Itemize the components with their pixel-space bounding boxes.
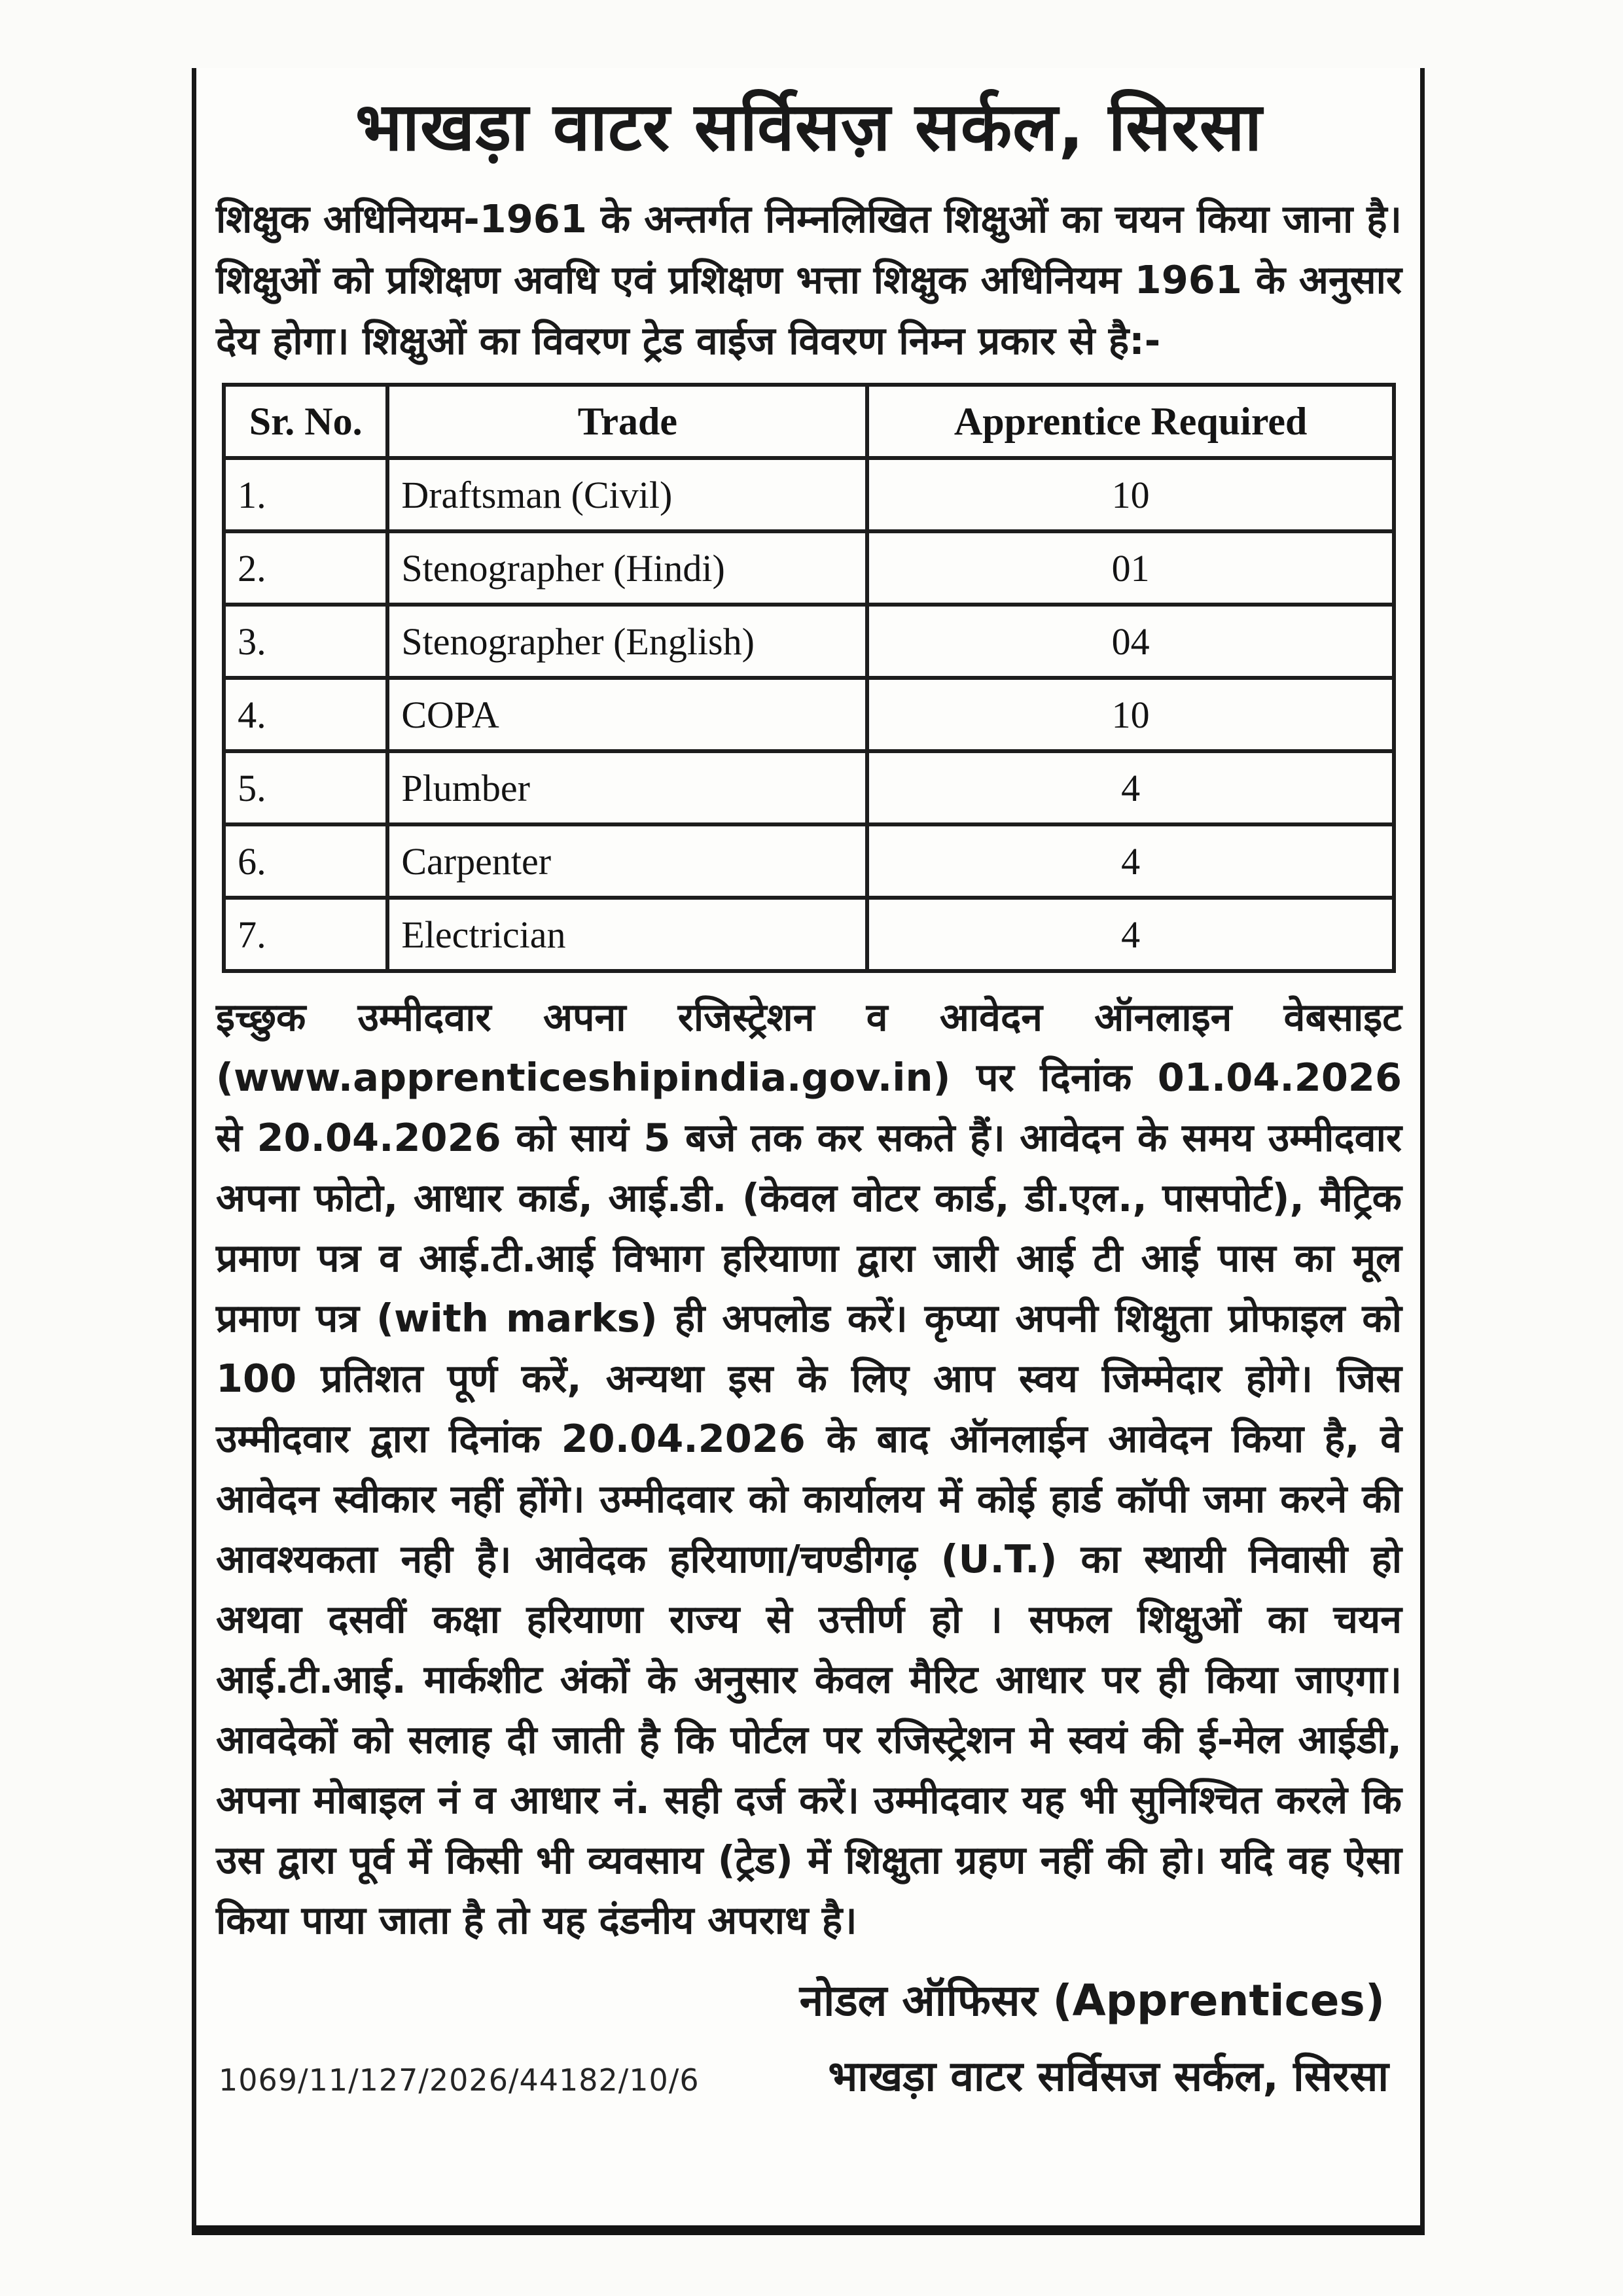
cell-apprentice-count: 10: [867, 678, 1394, 751]
cell-sr-no: 2.: [224, 531, 387, 605]
cell-sr-no: 6.: [224, 824, 387, 898]
table-row: [224, 898, 1394, 971]
table-header-apprentice-required: Apprentice Required: [867, 385, 1394, 458]
cell-sr-no: 7.: [224, 898, 387, 971]
cell-apprentice-count: 4: [867, 751, 1394, 824]
cell-trade: Electrician: [387, 898, 867, 971]
cell-sr-no: 1.: [224, 458, 387, 531]
table-row: [224, 605, 1394, 678]
signature-designation: नोडल ऑफिसर (Apprentices): [799, 1975, 1385, 2026]
cell-sr-no: 4.: [224, 678, 387, 751]
cell-trade: COPA: [387, 678, 867, 751]
notice-box: [192, 68, 1425, 2235]
cell-sr-no: 5.: [224, 751, 387, 824]
cell-trade: Carpenter: [387, 824, 867, 898]
cell-apprentice-count: 4: [867, 824, 1394, 898]
cell-apprentice-count: 04: [867, 605, 1394, 678]
reference-number: 1069/11/127/2026/44182/10/6: [219, 2062, 700, 2098]
cell-trade: Stenographer (English): [387, 605, 867, 678]
trades-table: [222, 383, 1396, 973]
body-paragraph: इच्छुक उम्मीदवार अपना रजिस्ट्रेशन व आवेदन ऑनलाइन वेबसाइट (www.apprenticeshipindia.gov.in) पर दिनांक 01.04.2026 से 20.04.2026 को सायं 5 बजे तक कर सकते हैं। आवेदन के समय उम्मीदवार अपना फोटो, आधार कार्ड, आई.डी. (केवल वोटर कार्ड, डी.एल., पासपोर्ट), मैट्रिक प्रमाण पत्र व आई.टी.आई विभाग हरियाणा द्वारा जारी आई टी आई पास का मूल प्रमाण पत्र (with marks) ही अपलोड करें। कृप्या अपनी शिक्षुता प्रोफाइल को 100 प्रतिशत पूर्ण करें, अन्यथा इस के लिए आप स्वय जिम्मेदार होगे। जिस उम्मीदवार द्वारा दिनांक 20.04.2026 के बाद ऑनलाईन आवेदन किया है, वे आवेदन स्वीकार नहीं होंगे। उम्मीदवार को कार्यालय में कोई हार्ड कॉपी जमा करने की आवश्यकता नही है। आवेदक हरियाणा/चण्डीगढ़ (U.T.) का स्थायी निवासी हो अथवा दसवीं कक्षा हरियाणा राज्य से उत्तीर्ण हो । सफल शिक्षुओं का चयन आई.टी.आई. मार्कशीट अंकों के अनुसार केवल मैरिट आधार पर ही किया जाएगा। आवदेकों को सलाह दी जाती है कि पोर्टल पर रजिस्ट्रेशन मे स्वयं की ई-मेल आईडी, अपना मोबाइल नं व आधार नं. सही दर्ज करें। उम्मीदवार यह भी सुनिश्चित करले कि उस द्वारा पूर्व में किसी भी व्यवसाय (ट्रेड) में शिक्षुता ग्रहण नहीं की हो। यदि वह ऐसा किया पाया जाता है तो यह दंडनीय अपराध है।: [216, 995, 1402, 1943]
table-header-row: [224, 385, 1394, 458]
table-row: [224, 751, 1394, 824]
table-header-trade: Trade: [387, 385, 867, 458]
intro-paragraph: शिक्षुक अधिनियम-1961 के अन्तर्गत निम्नलिखित शिक्षुओं का चयन किया जाना है। शिक्षुओं को प्रशिक्षण अवधि एवं प्रशिक्षण भत्ता शिक्षुक अधिनियम 1961 के अनुसार देय होगा। शिक्षुओं का विवरण ट्रेड वाईज विवरण निम्न प्रकार से है:-: [216, 196, 1402, 363]
notice-title: भाखड़ा वाटर सर्विसज़ सर्कल, सिरसा: [355, 88, 1263, 166]
cell-apprentice-count: 4: [867, 898, 1394, 971]
table-row: [224, 458, 1394, 531]
table-row: [224, 824, 1394, 898]
cell-trade: Stenographer (Hindi): [387, 531, 867, 605]
table-header-sr-no: Sr. No.: [224, 385, 387, 458]
cell-apprentice-count: 10: [867, 458, 1394, 531]
signature-office: भाखड़ा वाटर सर्विसज सर्कल, सिरसा: [828, 2053, 1389, 2101]
cell-trade: Draftsman (Civil): [387, 458, 867, 531]
table-row: [224, 531, 1394, 605]
bottom-row: [216, 2046, 1402, 2103]
cell-apprentice-count: 01: [867, 531, 1394, 605]
cell-trade: Plumber: [387, 751, 867, 824]
table-row: [224, 678, 1394, 751]
cell-sr-no: 3.: [224, 605, 387, 678]
